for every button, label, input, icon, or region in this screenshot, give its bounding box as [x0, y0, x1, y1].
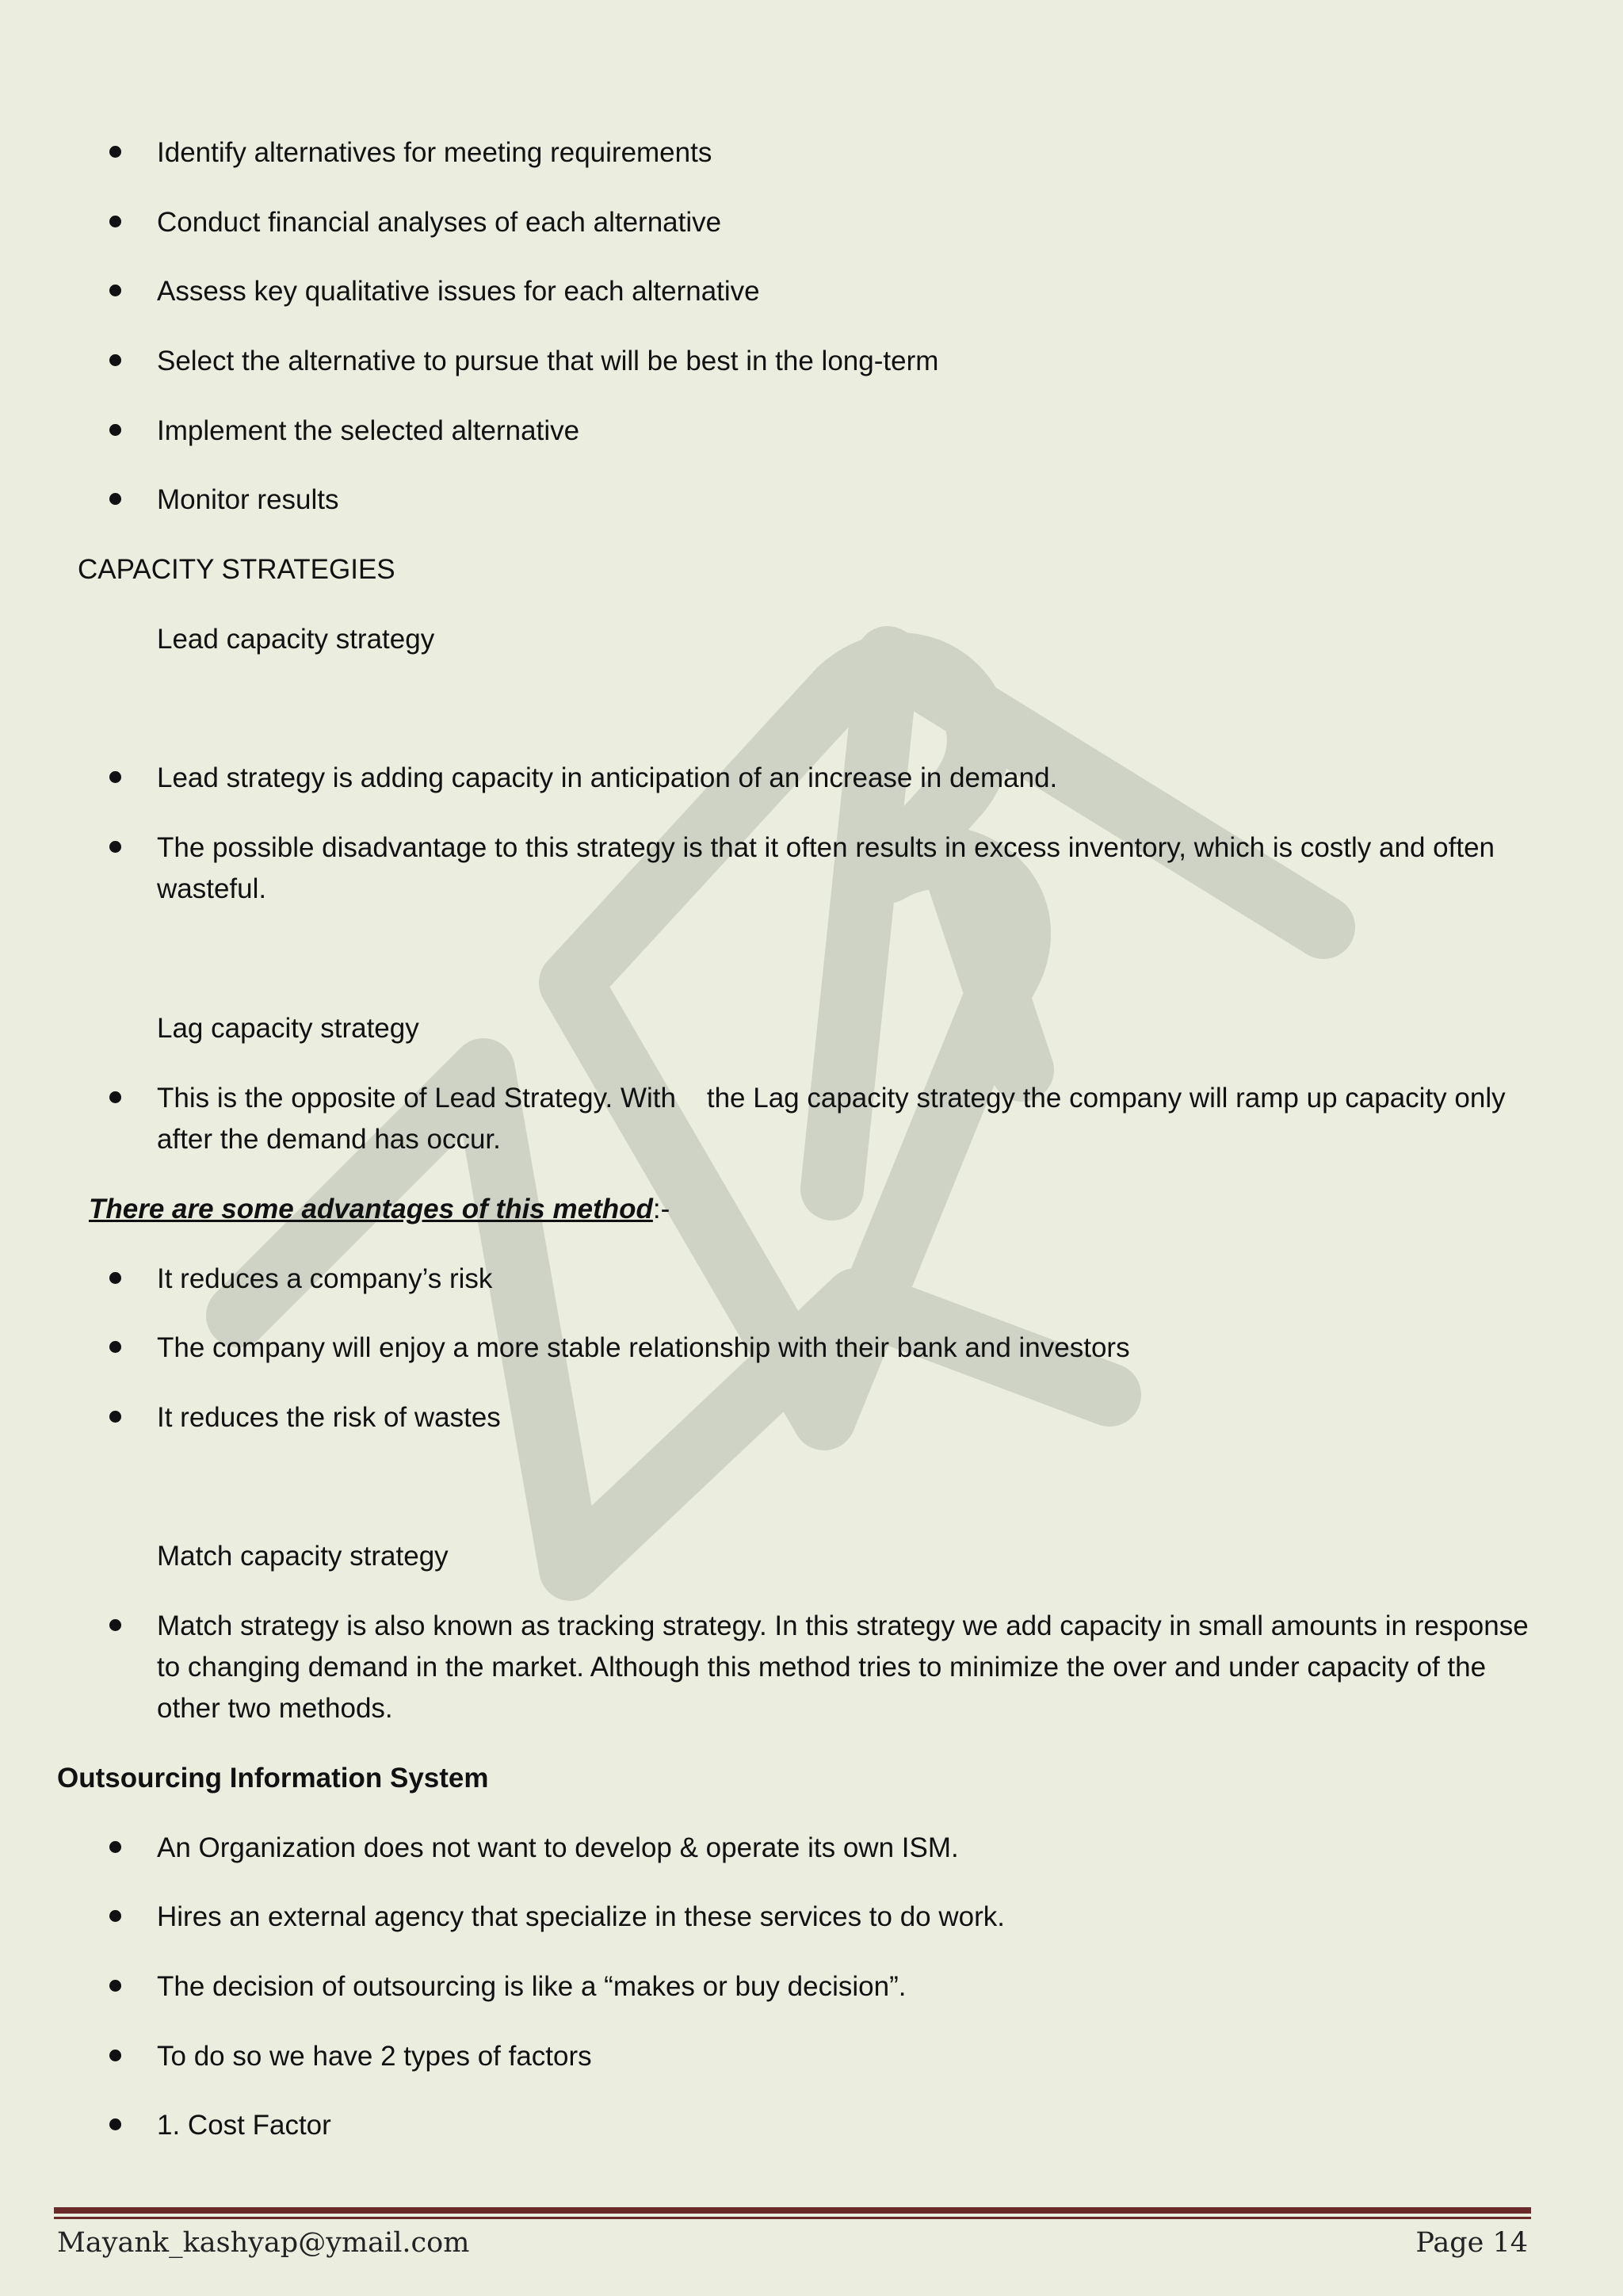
advantages-heading-text: There are some advantages of this method [89, 1194, 653, 1224]
advantages-heading-suffix: :- [652, 1194, 670, 1224]
list-item-continuation: to changing demand in the market. Although this method tries to minimize the over and under capacity of the [157, 1652, 1487, 1683]
list-item: It reduces the risk of wastes [157, 1402, 501, 1433]
outsourcing-heading: Outsourcing Information System [57, 1763, 489, 1794]
bullet-dot [109, 493, 121, 505]
bullet-dot [109, 424, 121, 436]
bullet-dot [109, 1980, 121, 1992]
match-title: Match capacity strategy [157, 1541, 449, 1572]
list-item: Hires an external agency that specialize in these services to do work. [157, 1901, 1005, 1932]
bullet-dot [109, 1910, 121, 1922]
list-item: Monitor results [157, 484, 339, 515]
list-item: Implement the selected alternative [157, 415, 580, 446]
advantages-heading [89, 1188, 670, 1230]
bullet-dot [109, 216, 121, 227]
list-item: The company will enjoy a more stable relationship with their bank and investors [157, 1332, 1130, 1363]
capacity-heading: CAPACITY STRATEGIES [78, 554, 395, 585]
bullet-dot [109, 1091, 121, 1103]
lag-title: Lag capacity strategy [157, 1013, 419, 1044]
list-item: The possible disadvantage to this strategy is that it often results in excess inventory, which is costly and often [157, 832, 1495, 863]
list-item: It reduces a company’s risk [157, 1263, 493, 1294]
list-item-continuation: after the demand has occur. [157, 1124, 501, 1155]
list-item: The decision of outsourcing is like a “makes or buy decision”. [157, 1971, 907, 2002]
bullet-dot [109, 771, 121, 783]
bullet-dot [109, 2050, 121, 2061]
footer-rule [54, 2207, 1531, 2214]
bullet-dot [109, 1272, 121, 1284]
list-item: Select the alternative to pursue that will be best in the long-term [157, 346, 939, 376]
list-item: Identify alternatives for meeting requirements [157, 137, 712, 168]
lead-title: Lead capacity strategy [157, 624, 435, 655]
bullet-dot [109, 1619, 121, 1631]
list-item: To do so we have 2 types of factors [157, 2041, 592, 2072]
list-item: An Organization does not want to develop & operate its own ISM. [157, 1832, 959, 1863]
list-item: Lead strategy is adding capacity in anticipation of an increase in demand. [157, 762, 1058, 793]
list-item: This is the opposite of Lead Strategy. With the Lag capacity strategy the company will ramp up capacity only [157, 1083, 1506, 1114]
bullet-dot [109, 1341, 121, 1353]
list-item: Conduct financial analyses of each alternative [157, 207, 722, 238]
bullet-dot [109, 354, 121, 366]
bullet-dot [109, 1841, 121, 1853]
bullet-dot [109, 285, 121, 296]
page-number: Page 14 [1415, 2227, 1528, 2259]
footer-rule-thin [54, 2217, 1531, 2219]
bullet-dot [109, 146, 121, 158]
list-item-continuation: wasteful. [157, 873, 267, 904]
bullet-dot [109, 2118, 121, 2130]
bullet-dot [109, 841, 121, 853]
list-item: Match strategy is also known as tracking strategy. In this strategy we add capacity in small amounts in response [157, 1610, 1529, 1641]
list-item-continuation: other two methods. [157, 1693, 393, 1724]
bullet-dot [109, 1411, 121, 1423]
footer-email: Mayank_kashyap@ymail.com [57, 2227, 470, 2259]
list-item: 1. Cost Factor [157, 2110, 331, 2141]
list-item: Assess key qualitative issues for each alternative [157, 276, 760, 307]
